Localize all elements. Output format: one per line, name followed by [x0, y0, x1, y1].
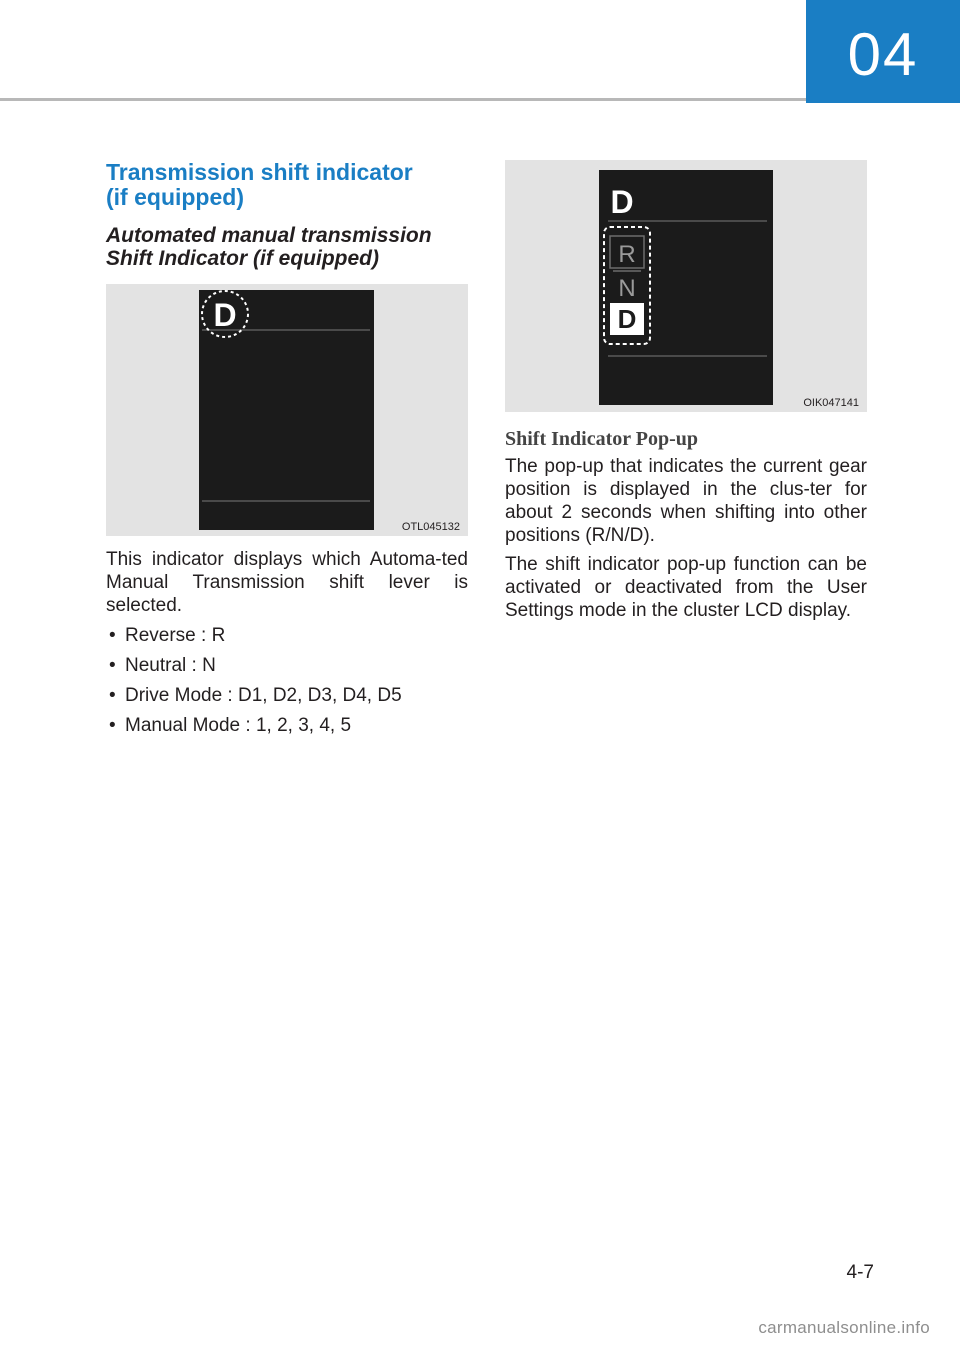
section-title-line2: (if equipped)	[106, 184, 244, 210]
list-item	[106, 654, 468, 677]
left-column	[106, 160, 468, 737]
watermark: carmanualsonline.info	[758, 1318, 930, 1337]
popup-gear-r: R	[618, 241, 636, 268]
bullet-icon: •	[109, 685, 116, 706]
sub-title	[106, 224, 468, 270]
popup-description: The pop-up that indicates the current gear position is displayed in the clus-ter for about 2 seconds when shifting into other positions (R/N/D).	[505, 456, 867, 546]
right-column	[505, 160, 867, 622]
figure-shift-popup	[505, 160, 867, 412]
bullet-icon: •	[109, 655, 116, 676]
gear-reverse: Reverse : R	[125, 625, 226, 646]
popup-gear-d: D	[617, 304, 637, 334]
gear-list	[106, 624, 468, 737]
chapter-tab: 04	[806, 0, 960, 103]
sub-title-line2: Shift Indicator (if equipped)	[106, 247, 379, 270]
bullet-icon: •	[109, 625, 116, 646]
amt-description: This indicator displays which Automa-ted Manual Transmission shift lever is selected.	[106, 549, 468, 616]
bullet-icon: •	[109, 715, 116, 736]
figure-code: OIK047141	[803, 397, 859, 409]
section-title-line1: Transmission shift indicator	[106, 159, 413, 185]
gear-drive-mode: Drive Mode : D1, D2, D3, D4, D5	[125, 685, 402, 706]
list-item	[106, 624, 468, 647]
cluster-display-illustration	[106, 284, 468, 536]
gear-neutral: Neutral : N	[125, 655, 216, 676]
popup-heading: Shift Indicator Pop-up	[505, 428, 699, 450]
sub-title-line1: Automated manual transmission	[106, 224, 432, 247]
top-gear-label: D	[610, 184, 634, 220]
list-item	[106, 714, 468, 737]
header-rule	[0, 98, 806, 101]
cluster-popup-illustration	[505, 160, 867, 412]
popup-gear-n: N	[618, 275, 636, 302]
page-number: 4-7	[846, 1262, 874, 1283]
gear-manual-mode: Manual Mode : 1, 2, 3, 4, 5	[125, 715, 352, 736]
popup-settings-note: The shift indicator pop-up function can be activated or deactivated from the User Settings mode in the cluster LCD display.	[505, 554, 867, 621]
figure-code: OTL045132	[401, 521, 460, 533]
section-title	[106, 160, 468, 210]
figure-amt-indicator	[106, 284, 468, 536]
list-item	[106, 684, 468, 707]
gear-d-label: D	[213, 297, 237, 333]
